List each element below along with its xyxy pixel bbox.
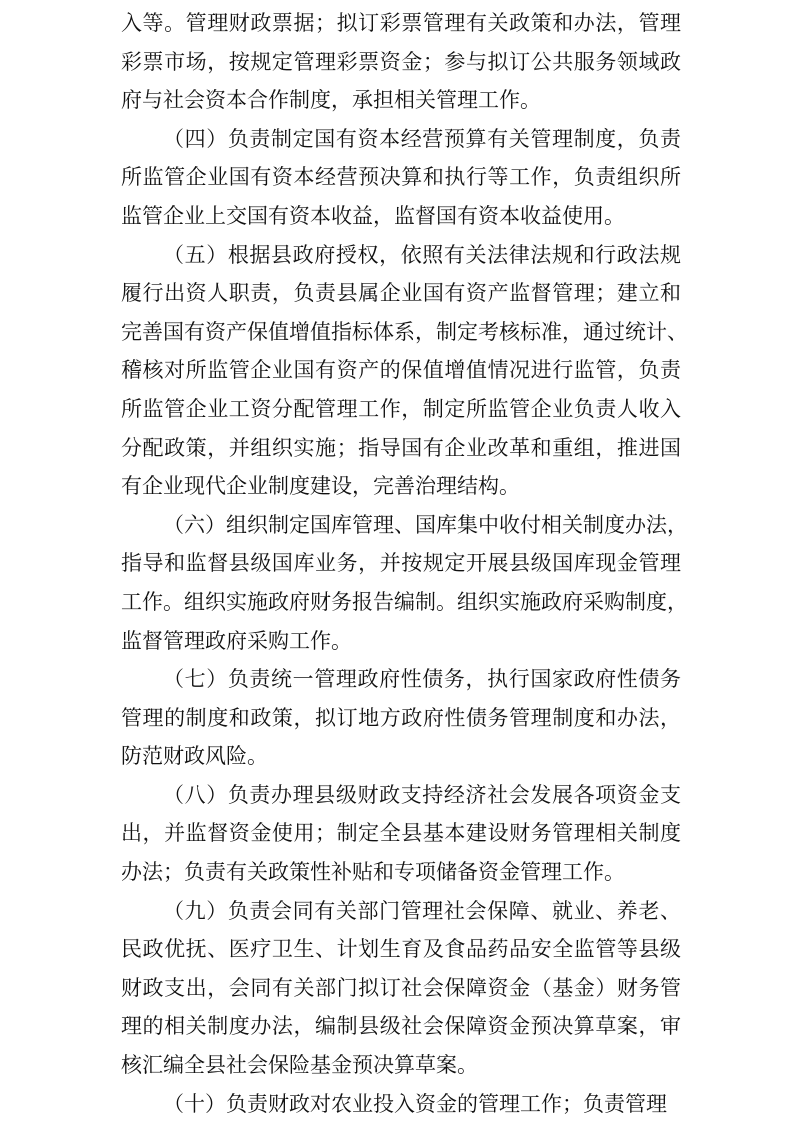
text-line: 民政优抚、医疗卫生、计划生育及食品药品安全监管等县级 bbox=[121, 937, 681, 962]
paragraph bbox=[121, 1085, 681, 1123]
text-line: 彩票市场，按规定管理彩票资金；参与拟订公共服务领域政 bbox=[121, 49, 681, 74]
text-line: 履行出资人职责，负责县属企业国有资产监督管理；建立和 bbox=[121, 281, 681, 306]
text-line: 完善国有资产保值增值指标体系，制定考核标准，通过统计、 bbox=[121, 319, 688, 344]
text-line: （九）负责会同有关部门管理社会保障、就业、养老、 bbox=[163, 898, 681, 923]
text-line: （十）负责财政对农业投入资金的管理工作；负责管理 bbox=[163, 1091, 667, 1116]
paragraph bbox=[121, 120, 681, 236]
text-line: （五）根据县政府授权，依照有关法律法规和行政法规 bbox=[163, 242, 681, 267]
text-line: 指导和监督县级国库业务，并按规定开展县级国库现金管理 bbox=[121, 551, 681, 576]
document-body bbox=[121, 4, 688, 1123]
paragraph bbox=[121, 506, 688, 660]
text-line: 工作。组织实施政府财务报告编制。组织实施政府采购制度， bbox=[121, 589, 688, 614]
text-line: （四）负责制定国有资本经营预算有关管理制度，负责 bbox=[163, 126, 681, 151]
text-line: 财政支出，会同有关部门拟订社会保障资金（基金）财务管 bbox=[121, 975, 681, 1000]
text-line: 入等。管理财政票据；拟订彩票管理有关政策和办法，管理 bbox=[121, 11, 681, 35]
document-page bbox=[121, 0, 688, 1123]
text-line: （八）负责办理县级财政支持经济社会发展各项资金支 bbox=[163, 782, 681, 807]
text-line: （七）负责统一管理政府性债务，执行国家政府性债务 bbox=[163, 667, 681, 692]
text-line: 有企业现代企业制度建设，完善治理结构。 bbox=[121, 474, 520, 499]
text-line: 核汇编全县社会保险基金预决算草案。 bbox=[121, 1053, 478, 1078]
text-line: 监督管理政府采购工作。 bbox=[121, 628, 352, 653]
text-line: 分配政策，并组织实施；指导国有企业改革和重组，推进国 bbox=[121, 435, 681, 460]
text-line: 管理的制度和政策，拟订地方政府性债务管理制度和办法， bbox=[121, 705, 681, 730]
text-line: 所监管企业国有资本经营预决算和执行等工作，负责组织所 bbox=[121, 165, 681, 190]
text-line: 府与社会资本合作制度，承担相关管理工作。 bbox=[121, 88, 541, 113]
paragraph bbox=[121, 236, 688, 506]
text-line: 所监管企业工资分配管理工作，制定所监管企业负责人收入 bbox=[121, 396, 681, 421]
paragraph bbox=[121, 660, 681, 776]
text-line: 防范财政风险。 bbox=[121, 744, 268, 769]
paragraph bbox=[121, 4, 681, 120]
paragraph bbox=[121, 892, 681, 1085]
text-line: 监管企业上交国有资本收益，监督国有资本收益使用。 bbox=[121, 203, 625, 228]
text-line: 办法；负责有关政策性补贴和专项储备资金管理工作。 bbox=[121, 860, 625, 885]
text-line: 理的相关制度办法，编制县级社会保障资金预决算草案，审 bbox=[121, 1014, 681, 1039]
text-line: 出，并监督资金使用；制定全县基本建设财务管理相关制度 bbox=[121, 821, 681, 846]
text-line: （六）组织制定国库管理、国库集中收付相关制度办法， bbox=[163, 512, 688, 537]
text-line: 稽核对所监管企业国有资产的保值增值情况进行监管，负责 bbox=[121, 358, 681, 383]
paragraph bbox=[121, 776, 681, 892]
